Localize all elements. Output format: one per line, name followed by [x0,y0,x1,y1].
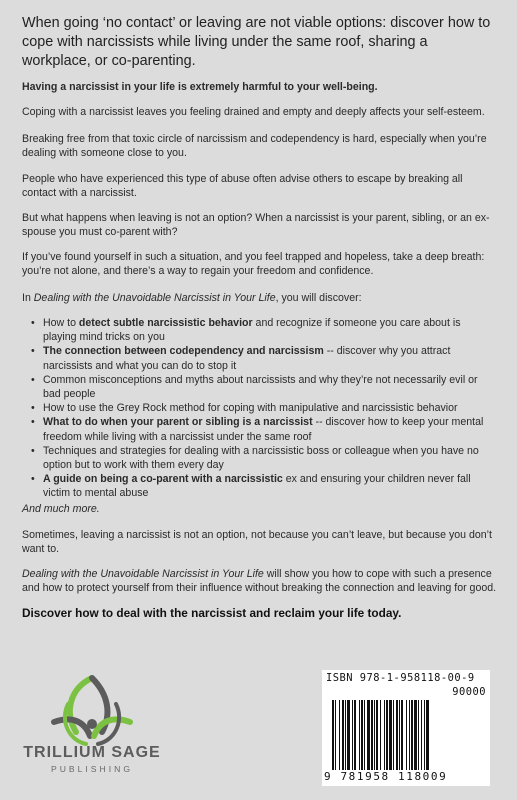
paragraph-4: But what happens when leaving is not an option? When a narcissist is your parent, sibling, or an ex-spouse you must co-parent with? [22,212,490,239]
book-title-italic-2: Dealing with the Unavoidable Narcissist in Your Life [22,568,264,580]
barcode-bar [374,700,375,770]
barcode-bar [409,700,410,770]
paragraph-1: Coping with a narcissist leaves you feeling drained and empty and deeply affects your self-esteem. [22,106,485,118]
feature-list [30,316,492,501]
barcode-bars [330,700,480,770]
price-code: 90000 [452,686,486,698]
publisher-name: TRILLIUM SAGE [23,744,161,761]
headline: When going ‘no contact’ or leaving are not viable options: discover how to cope with narcissists while living under the same roof, sharing a workplace, or co-parenting. [22,15,491,69]
publisher-sub: PUBLISHING [50,764,134,774]
paragraph-5: If you’ve found yourself in such a situation, and you feel trapped and hopeless, take a deep breath: you’re not alone, and there’s a way to regain your freedom and confidence. [22,251,485,278]
barcode-bar [393,700,394,770]
barcode-bar [345,700,346,770]
barcode-bar [339,700,340,770]
list-item: • How to use the Grey Rock method for coping with manipulative and narcissistic behavior [30,401,492,415]
barcode-bar [380,700,381,770]
barcode-bar [421,700,422,770]
isbn-text: ISBN 978-1-958118-00-9 [326,672,475,684]
and-much-more: And much more. [22,503,100,515]
call-to-action: Discover how to deal with the narcissist and reclaim your life today. [22,606,402,620]
list-item: • Techniques and strategies for dealing with a narcissistic boss or colleague when you have no option but to work with them every day [30,444,492,472]
barcode-bar [335,700,336,770]
barcode-bar [389,700,392,770]
book-title-italic: Dealing with the Unavoidable Narcissist in Your Life [33,292,276,304]
list-item: • What to do when your parent or sibling is a narcissist -- discover how to keep your mental freedom while living with a narcissist under the same roof [30,415,492,443]
paragraph-3: People who have experienced this type of abuse often advise others to escape by breaking all contact with a narcissist. [22,173,463,200]
list-item: • Common misconceptions and myths about narcissists and why they’re not necessarily evil or bad people [30,373,492,401]
p6-suffix: , you will discover: [275,292,362,304]
intro-bold: Having a narcissist in your life is extremely harmful to your well-being. [22,81,378,93]
barcode-digits: 9 781958 118009 [324,770,448,783]
barcode-bar [384,700,385,770]
barcode-bar [406,700,407,770]
barcode-bar [411,700,413,770]
paragraph-6 [22,291,498,305]
barcode-bar [399,700,400,770]
barcode-bar [342,700,344,770]
barcode-bar [424,700,425,770]
barcode-bar [361,700,363,770]
p8-rest: will show you how to cope with such a presence and how to protect yourself from their influence without breaking the connection and leaving for good. [22,568,497,595]
barcode-bar [332,700,334,770]
trillium-logo-icon [30,660,150,780]
paragraph-8 [22,567,498,595]
barcode-bar [386,700,388,770]
barcode-bar [426,700,429,770]
barcode-bar [396,700,398,770]
barcode-bar [352,700,353,770]
barcode-bar [347,700,350,770]
barcode-bar [414,700,417,770]
barcode-bar [354,700,356,770]
p6-prefix: In [22,292,34,304]
barcode-bar [401,700,403,770]
barcode-bar [418,700,419,770]
barcode-bar [371,700,373,770]
barcode-bar [367,700,370,770]
paragraph-7: Sometimes, leaving a narcissist is not an option, not because you can’t leave, but because you don’t want to. [22,529,492,556]
isbn-barcode [322,670,490,786]
list-item: • A guide on being a co-parent with a narcissistic ex and ensuring your children never fall victim to mental abuse [30,472,492,500]
list-item: • The connection between codependency and narcissism -- discover why you attract narcissists and what you can do to stop it [30,344,492,372]
barcode-bar [376,700,378,770]
barcode-bar [364,700,365,770]
barcode-bar [359,700,360,770]
paragraph-2: Breaking free from that toxic circle of narcissism and codependency is hard, especially when you’re dealing with someone close to you. [22,133,487,160]
list-item: • How to detect subtle narcissistic behavior and recognize if someone you care about is playing mind tricks on you [30,316,492,344]
